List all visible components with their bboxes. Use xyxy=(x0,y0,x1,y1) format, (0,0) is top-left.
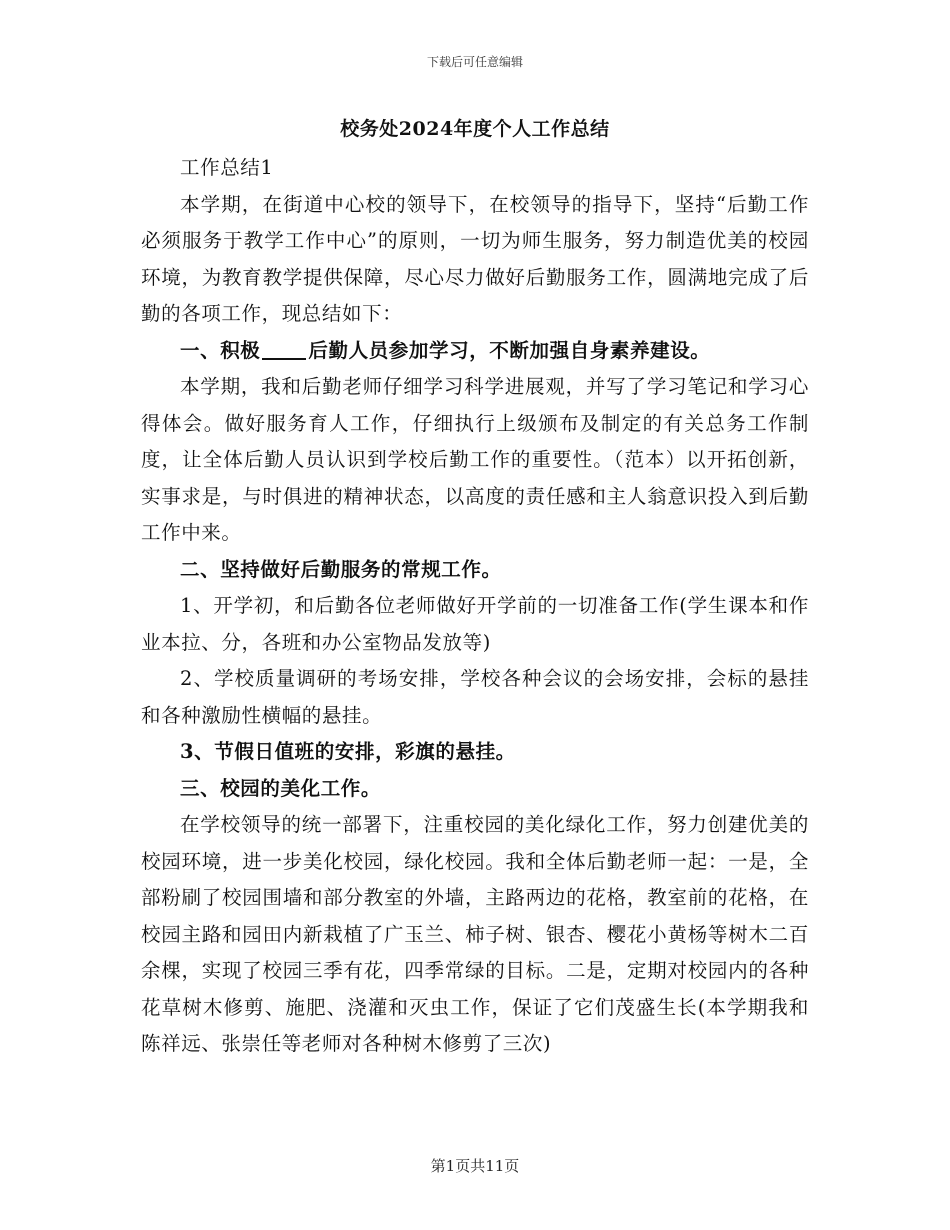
document-body xyxy=(141,150,809,1063)
heading-1 xyxy=(141,333,809,370)
paragraph-3: 在学校领导的统一部署下，注重校园的美化绿化工作，努力创建优美的校园环境，进一步美化校园，绿化校园。我和全体后勤老师一起：一是，全部粉刷了校园围墙和部分教室的外墙，主路两边的花格，教室前的花格，在校园主路和园田内新栽植了广玉兰、柿子树、银杏、樱花小黄杨等树木二百余棵，实现了校园三季有花，四季常绿的目标。二是，定期对校园内的各种花草树木修剪、施肥、浇灌和灭虫工作，保证了它们茂盛生长(本学期我和陈祥远、张崇任等老师对各种树木修剪了三次) xyxy=(141,813,809,1055)
header-note: 下载后可任意编辑 xyxy=(426,55,523,69)
list-item-3: 3、节假日值班的安排，彩旗的悬挂。 xyxy=(180,740,516,763)
page-footer: 第1页共11页 xyxy=(430,1157,520,1175)
section-label: 工作总结1 xyxy=(180,156,274,179)
heading-1-start: 一、积极 xyxy=(180,338,261,362)
heading-1-end: 后勤人员参加学习，不断加强自身素养建设。 xyxy=(308,338,711,362)
fill-in-blank xyxy=(262,338,306,360)
list-item-1: 1、开学初，和后勤各位老师做好开学前的一切准备工作(学生课本和作业本拉、分，各班和办公室物品发放等) xyxy=(141,594,809,654)
intro-paragraph: 本学期，在街道中心校的领导下，在校领导的指导下，坚持“后勤工作必须服务于教学工作中心”的原则，一切为师生服务，努力制造优美的校园环境，为教育教学提供保障，尽心尽力做好后勤服务工作，圆满地完成了后勤的各项工作，现总结如下： xyxy=(141,192,809,325)
heading-2: 二、坚持做好后勤服务的常规工作。 xyxy=(180,557,502,581)
paragraph-1: 本学期，我和后勤老师仔细学习科学进展观，并写了学习笔记和学习心得体会。做好服务育人工作，仔细执行上级颁布及制定的有关总务工作制度，让全体后勤人员认识到学校后勤工作的重要性。（范本）以开拓创新，实事求是，与时俱进的精神状态，以高度的责任感和主人翁意识投入到后勤工作中来。 xyxy=(141,375,809,544)
heading-3: 三、校园的美化工作。 xyxy=(180,776,382,800)
list-item-2: 2、学校质量调研的考场安排，学校各种会议的会场安排，会标的悬挂和各种激励性横幅的悬挂。 xyxy=(141,667,809,727)
document-title: 校务处2024年度个人工作总结 xyxy=(340,118,610,140)
